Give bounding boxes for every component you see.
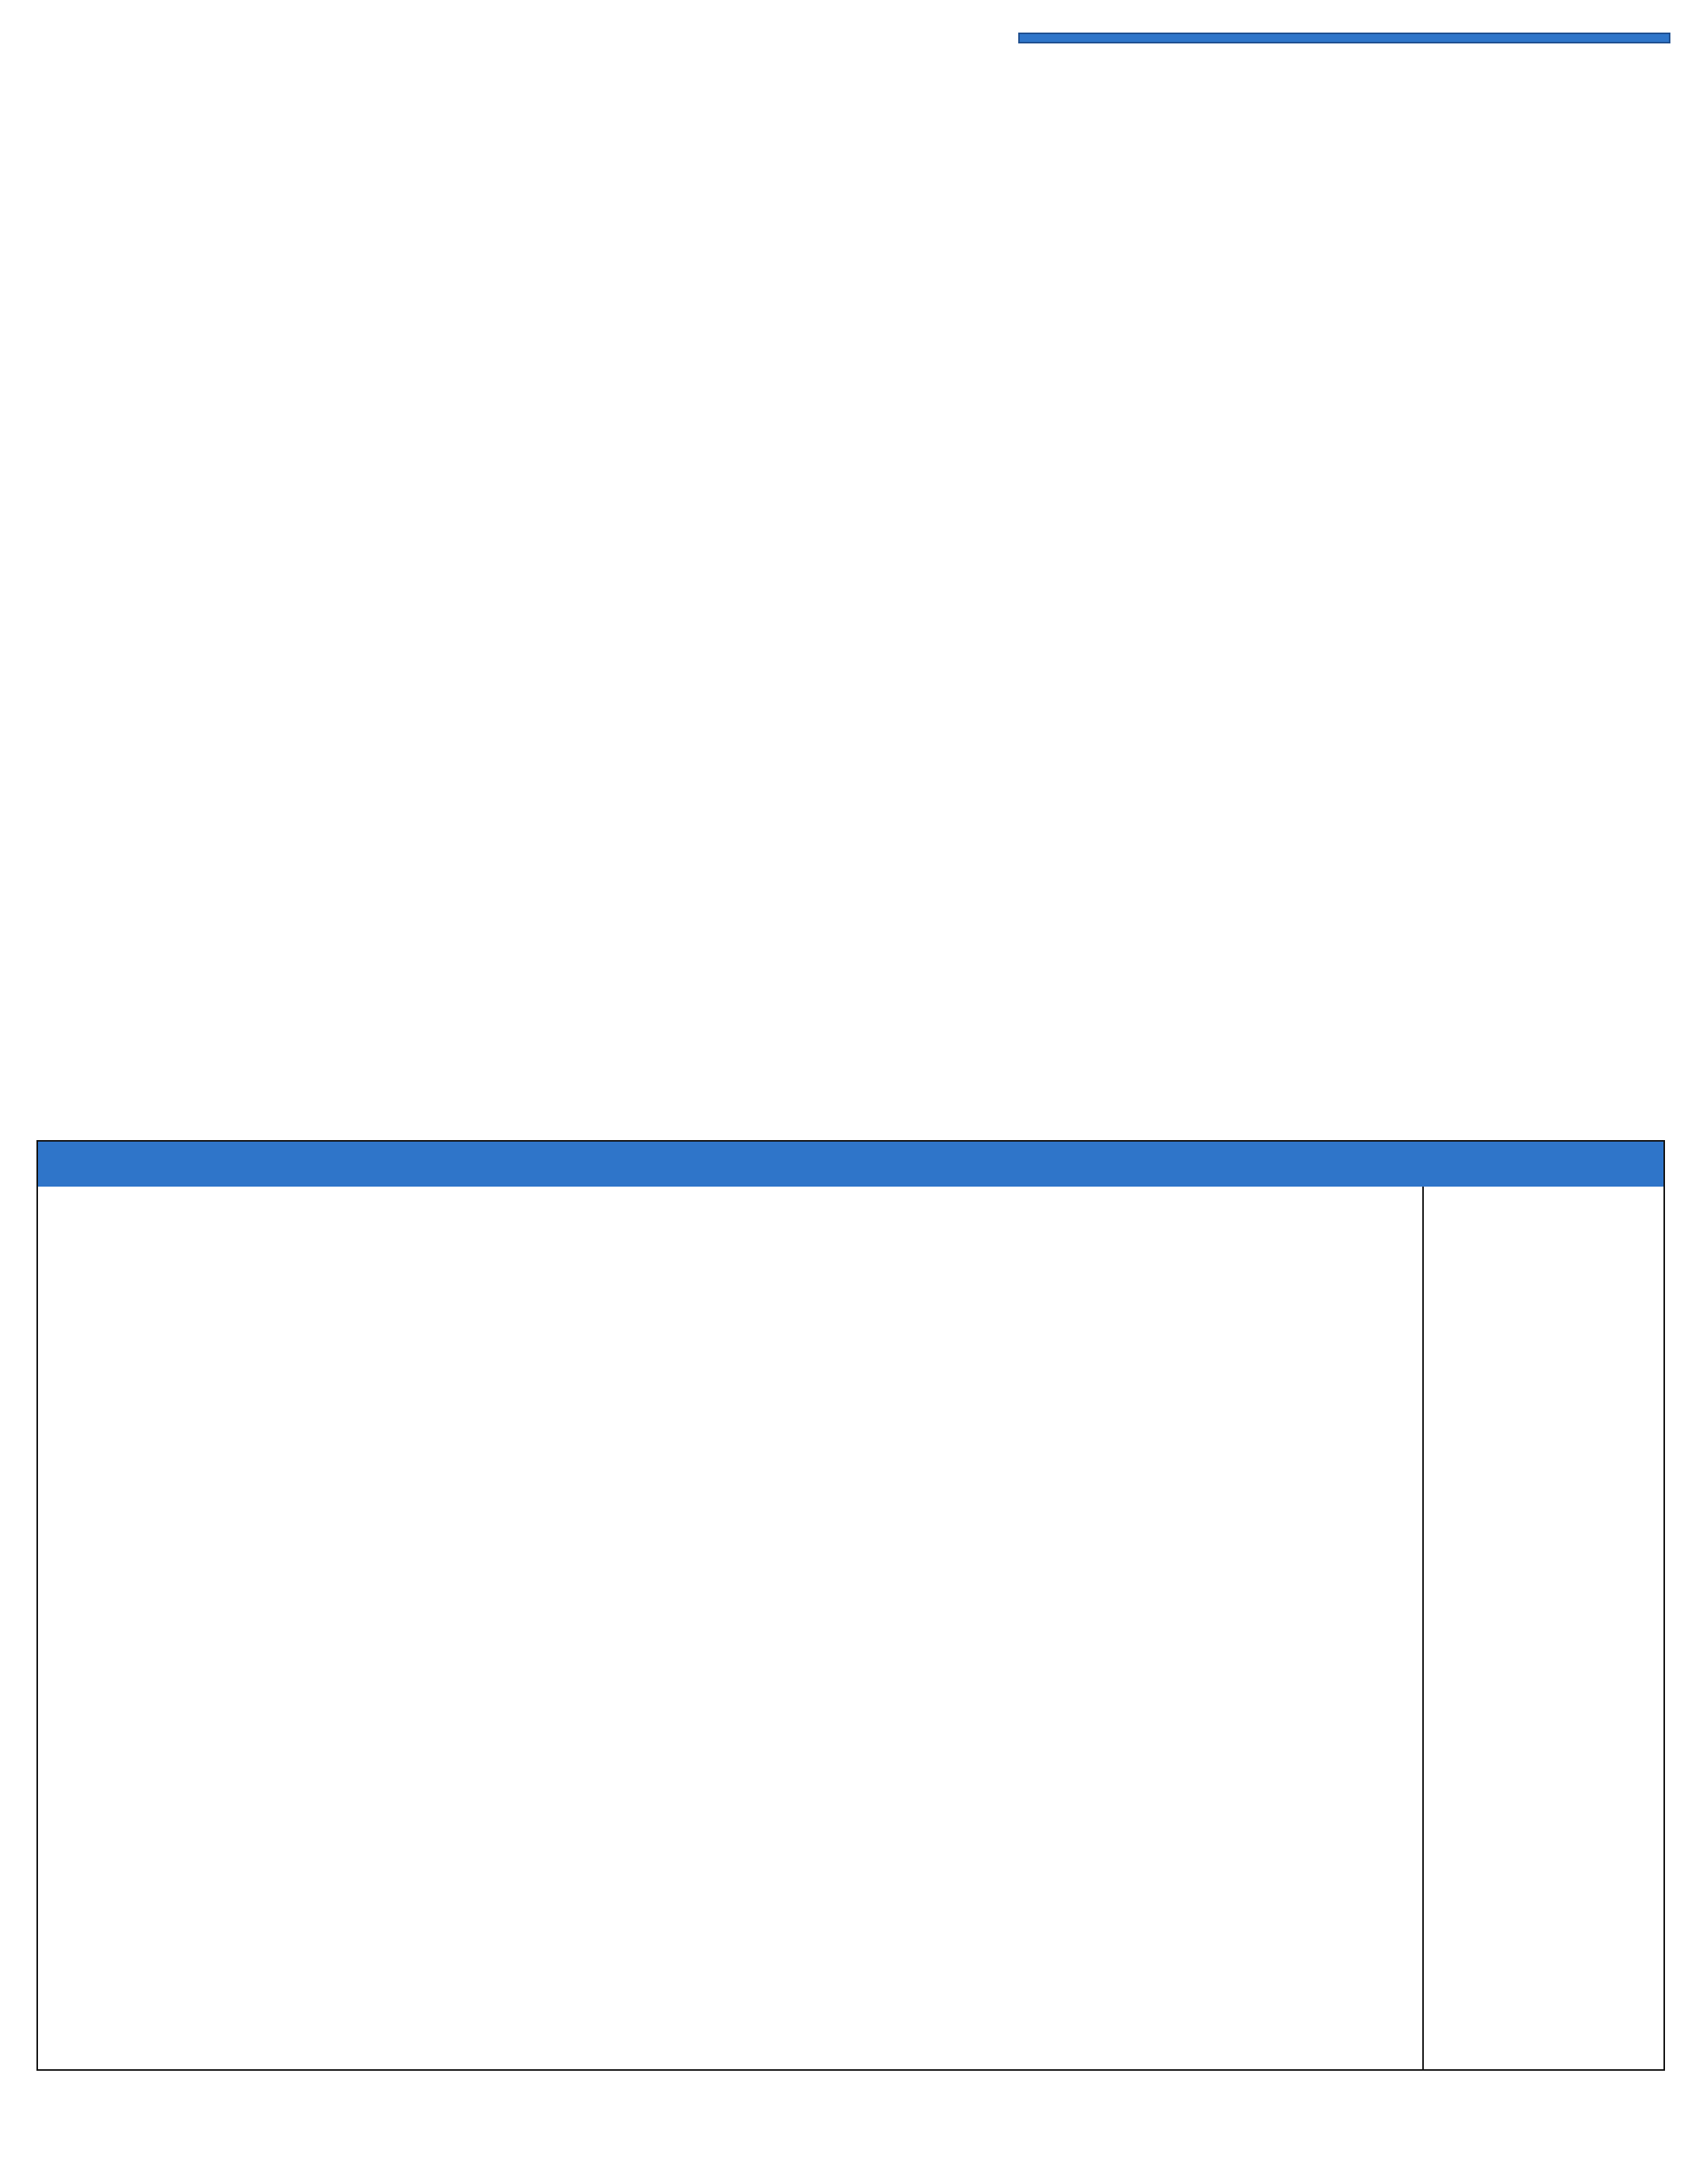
figure5-divider <box>1422 1187 1424 2069</box>
table4-title <box>1018 33 1670 43</box>
figure5-title <box>38 1142 1663 1187</box>
wholesale-price-line-chart <box>248 1264 1404 1838</box>
table4-mill-site-prices <box>1018 33 1670 43</box>
chart-y-axis-label <box>47 1249 93 1792</box>
